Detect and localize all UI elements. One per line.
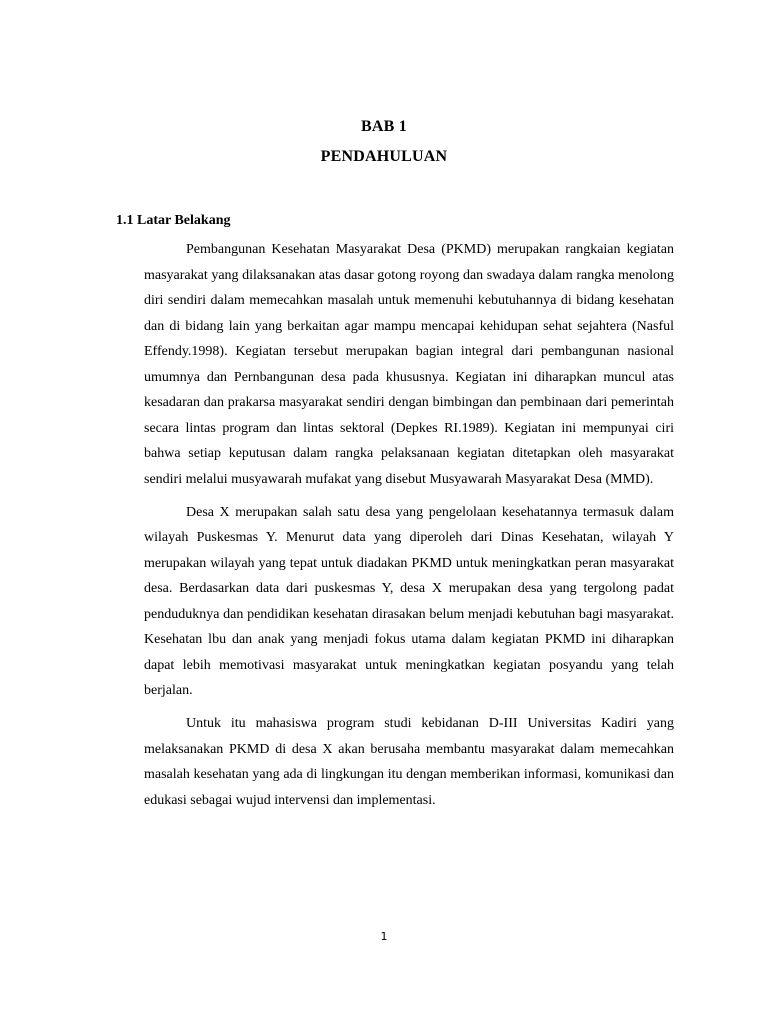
paragraph-2: Desa X merupakan salah satu desa yang pengelolaan kesehatannya termasuk dalam wilayah Puskesmas Y. Menurut data yang diperoleh dari Dinas Kesehatan, wilayah Y merupakan wilayah yang tepat untuk diadakan PKMD untuk meningkatkan peran masyarakat desa. Berdasarkan data dari puskesmas Y, desa X merupakan desa yang tergolong padat penduduknya dan pendidikan kesehatan dirasakan belum menjadi kebutuhan bagi masyarakat. Kesehatan lbu dan anak yang menjadi fokus utama dalam kegiatan PKMD ini diharapkan dapat lebih memotivasi masyarakat untuk meningkatkan kegiatan posyandu yang telah berjalan. xyxy=(144,504,674,698)
chapter-title: PENDAHULUAN xyxy=(320,148,448,165)
chapter-number: BAB 1 xyxy=(361,118,407,135)
page-number: 1 xyxy=(380,930,388,943)
section-heading: 1.1 Latar Belakang xyxy=(116,213,231,228)
body-text xyxy=(144,237,674,813)
paragraph-1: Pembangunan Kesehatan Masyarakat Desa (PKMD) merupakan rangkaian kegiatan masyarakat yang dilaksanakan atas dasar gotong royong dan swadaya dalam rangka menolong diri sendiri dalam memecahkan masalah untuk memenuhi kebutuhannya di bidang kesehatan dan di bidang lain yang berkaitan agar mampu mencapai kehidupan sehat sejahtera (Nasful Effendy.1998). Kegiatan tersebut merupakan bagian integral dari pembangunan nasional umumnya dan Pernbangunan desa pada khususnya. Kegiatan ini diharapkan muncul atas kesadaran dan prakarsa masyarakat sendiri dengan bimbingan dan pembinaan dari pemerintah secara lintas program dan lintas sektoral (Depkes RI.1989). Kegiatan ini mempunyai ciri bahwa setiap keputusan dalam rangka pelaksanaan kegiatan ditetapkan oleh masyarakat sendiri melalui musyawarah mufakat yang disebut Musyawarah Masyarakat Desa (MMD). xyxy=(144,242,674,487)
paragraph-3: Untuk itu mahasiswa program studi kebidanan D-III Universitas Kadiri yang melaksanakan PKMD di desa X akan berusaha membantu masyarakat dalam memecahkan masalah kesehatan yang ada di lingkungan itu dengan memberikan informasi, komunikasi dan edukasi sebagai wujud intervensi dan implementasi. xyxy=(144,716,674,808)
